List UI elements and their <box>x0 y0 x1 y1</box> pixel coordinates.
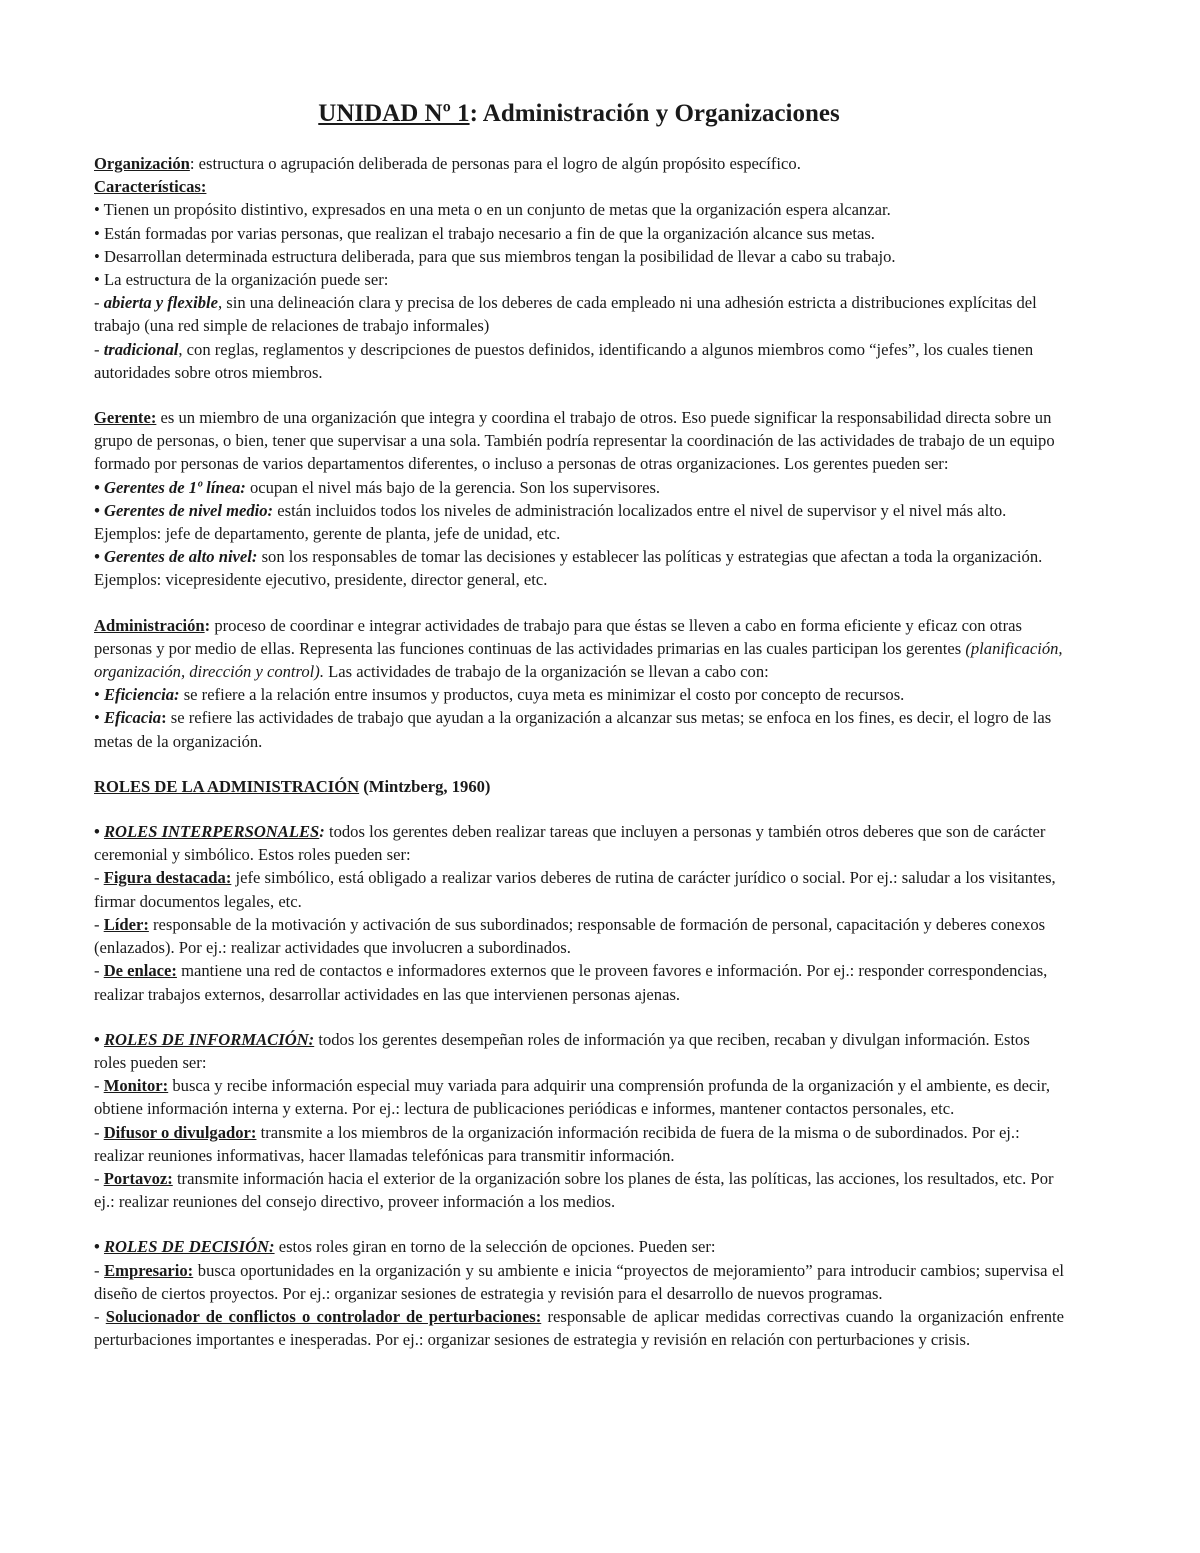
dash: - <box>94 1076 104 1096</box>
gerente-item-text: ocupan el nivel más bajo de la gerencia. Son los supervisores. <box>245 477 661 497</box>
rol-item <box>94 1074 1064 1120</box>
dash: - <box>94 1168 104 1188</box>
roles-decision-term: ROLES DE DECISIÓN: <box>103 1237 275 1257</box>
rol-term: Solucionador de conflictos o controlador de perturbaciones: <box>105 1306 542 1326</box>
administracion-functions: (planificación, organización, dirección y control). <box>94 638 1063 682</box>
roles-informacion-text: todos los gerentes desempeñan roles de información ya que reciben, recaban y divulgan información. Estos roles pueden ser: <box>94 1029 1030 1072</box>
administracion-term: Administración <box>94 615 205 635</box>
gerente-item-term: • Gerentes de nivel medio: <box>94 500 274 520</box>
caracteristica-item: • Desarrollan determinada estructura deliberada, para que sus miembros tengan la posibilidad de llevar a cabo su trabajo. <box>94 246 896 266</box>
title-rest: : Administración y Organizaciones <box>469 100 840 127</box>
rol-item <box>94 866 1064 912</box>
gerente-item-text: son los responsables de tomar las decisiones y establecer las políticas y estrategias que afectan a toda la organización. Ejemplos: vicepresidente ejecutivo, presidente, director general, etc. <box>94 547 1043 590</box>
roles-interpersonales-text: todos los gerentes deben realizar tareas que incluyen a personas y también otros deberes que son de carácter ceremonial y simbólico. Estos roles pueden ser: <box>94 822 1046 865</box>
section-administracion <box>94 614 1064 753</box>
roles-heading <box>94 775 1064 798</box>
rol-text: transmite a los miembros de la organización información recibida de fuera de la misma o de subordinados. Por ej.: realizar reuniones informativas, hacer llamadas telefónicas para transmitir información. <box>94 1122 1020 1165</box>
eficacia-term: Eficacia <box>103 708 162 728</box>
rol-item <box>94 1305 1064 1351</box>
caracteristica-item: • Están formadas por varias personas, que realizan el trabajo necesario a fin de que la organización alcance sus metas. <box>94 223 875 243</box>
bullet: • <box>94 708 104 728</box>
rol-term: Monitor: <box>103 1076 169 1096</box>
rol-text: mantiene una red de contactos e informadores externos que le proveen favores e información. Por ej.: responder correspondencias, realizar trabajos externos, desarrollar actividades en las que intervienen personas ajenas. <box>94 961 1048 1004</box>
eficacia-item <box>94 706 1064 752</box>
administracion-text-a: proceso de coordinar e integrar actividades de trabajo para que éstas se lleven a cabo en forma eficiente y eficaz con otras personas y por medio de ellas. Representa las funciones continuas de las actividades primarias en las cuales participan los gerentes <box>94 615 1022 658</box>
section-roles <box>94 775 1064 1351</box>
administracion-definition <box>94 614 1064 684</box>
dash: - <box>94 293 104 313</box>
organizacion-definition-text: : estructura o agrupación deliberada de personas para el logro de algún propósito específico. <box>189 154 801 173</box>
rol-item <box>94 1121 1064 1167</box>
rol-term: Figura destacada: <box>103 868 232 888</box>
rol-text: transmite información hacia el exterior de la organización sobre los planes de ésta, las políticas, las acciones, los resultados, etc. Por ej.: realizar reuniones del consejo directivo, proveer información a los medios. <box>94 1168 1054 1212</box>
dash: - <box>94 1122 104 1142</box>
rol-term: Líder: <box>103 914 149 934</box>
tradicional-text: , con reglas, reglamentos y descripciones de puestos definidos, identificando a algunos miembros como “jefes”, los cuales tienen autoridades sobre otros miembros. <box>94 339 1034 382</box>
rol-item <box>94 913 1064 959</box>
section-gerente <box>94 406 1064 592</box>
spacer <box>94 1213 1064 1235</box>
bullet: • <box>94 1237 104 1257</box>
rol-text: busca oportunidades en la organización y su ambiente e inicia “proyectos de mejoramiento” para introducir cambios; supervisa el diseño de ciertos proyectos. Por ej.: organizar sesiones de estrategia y revisión para el desarrollo de nuevos programas. <box>94 1260 1064 1303</box>
gerente-item <box>94 476 1064 499</box>
organizacion-term: Organización <box>94 154 190 173</box>
rol-text: responsable de aplicar medidas correctivas cuando la organización enfrente perturbaciones importantes e inesperadas. Por ej.: organizar sesiones de estrategia y revisión en relación con perturbaciones y crisis. <box>94 1306 1064 1350</box>
rol-item <box>94 1259 1064 1305</box>
rol-text: busca y recibe información especial muy variada para adquirir una comprensión profunda de la organización y el ambiente, es decir, obtiene información interna y externa. Por ej.: lectura de publicaciones periódicas e informes, mantener contactos personales, etc. <box>94 1076 1051 1119</box>
dash: - <box>94 339 104 359</box>
roles-interpersonales-term: ROLES INTERPERSONALES <box>103 822 320 842</box>
rol-term: Difusor o divulgador: <box>103 1122 257 1142</box>
gerente-item-text: están incluidos todos los niveles de administración localizados entre el nivel de supervisor y el nivel más alto. Ejemplos: jefe de departamento, gerente de planta, jefe de unidad, etc. <box>94 500 1007 544</box>
caracteristica-item: • Tienen un propósito distintivo, expresados en una meta o en un conjunto de metas que la organización espera alcanzar. <box>94 200 891 220</box>
gerente-definition <box>94 406 1064 476</box>
administracion-text-b: Las actividades de trabajo de la organización se llevan a cabo con: <box>323 662 769 682</box>
spacer <box>94 753 1064 775</box>
dash: - <box>94 1306 106 1326</box>
section-organizacion <box>94 152 1064 384</box>
bullet: • <box>94 685 104 705</box>
eficacia-colon: : <box>161 708 167 728</box>
bullet: • <box>94 822 104 842</box>
caracteristica-item: • La estructura de la organización puede ser: <box>94 270 389 290</box>
rol-text: responsable de la motivación y activación de sus subordinados; responsable de formación de personal, capacitación y deberes conexos (enlazados). Por ej.: realizar actividades que involucren a subordinados. <box>94 914 1046 958</box>
organizacion-definition <box>94 152 1064 175</box>
roles-informacion-intro <box>94 1028 1064 1074</box>
roles-heading-underlined: ROLES DE LA ADMINISTRACIÓN <box>94 776 360 796</box>
tradicional-term: tradicional <box>103 339 179 359</box>
gerente-definition-text: es un miembro de una organización que integra y coordina el trabajo de otros. Eso puede significar la responsabilidad directa sobre un grupo de personas, o bien, tener que supervisar a una sola. También podría representar la coordinación de las actividades de trabajo de un equipo formado por personas de varios departamentos diferentes, o incluso a personas de otras organizaciones. Los gerentes pueden ser: <box>94 408 1055 474</box>
roles-interpersonales-colon: : <box>319 822 325 842</box>
rol-item <box>94 1167 1064 1213</box>
administracion-colon: : <box>204 615 211 635</box>
rol-term: De enlace: <box>103 961 177 981</box>
roles-decision-text: estos roles giran en torno de la selección de opciones. Pueden ser: <box>274 1237 716 1257</box>
dash: - <box>94 961 104 981</box>
dash: - <box>94 868 104 888</box>
dash: - <box>94 1260 105 1280</box>
roles-informacion-term: ROLES DE INFORMACIÓN: <box>103 1029 315 1049</box>
eficacia-text: se refiere las actividades de trabajo que ayudan a la organización a alcanzar sus metas; se enfoca en los fines, es decir, el logro de las metas de la organización. <box>94 708 1052 751</box>
rol-text: jefe simbólico, está obligado a realizar varios deberes de rutina de carácter jurídico o social. Por ej.: saludar a los visitantes, firmar documentos legales, etc. <box>94 868 1056 911</box>
gerente-item-term: • Gerentes de 1º línea: <box>94 477 246 497</box>
spacer <box>94 1006 1064 1028</box>
page-title <box>94 96 1064 132</box>
rol-term: Portavoz: <box>103 1168 173 1188</box>
roles-decision-intro <box>94 1235 1064 1258</box>
abierta-text: , sin una delineación clara y precisa de los deberes de cada empleado ni una adhesión estricta a distribuciones explícitas del trabajo (una red simple de relaciones de trabajo informales) <box>94 293 1037 336</box>
caracteristicas-label: Características: <box>94 177 207 197</box>
abierta-term: abierta y flexible <box>103 293 218 313</box>
roles-interpersonales-intro <box>94 820 1064 866</box>
spacer <box>94 384 1064 406</box>
gerente-item <box>94 499 1064 545</box>
gerente-item <box>94 545 1064 591</box>
estructura-abierta <box>94 291 1064 337</box>
eficiencia-text: se refiere a la relación entre insumos y productos, cuya meta es minimizar el costo por concepto de recursos. <box>179 685 905 705</box>
title-unit: UNIDAD Nº 1 <box>318 100 470 127</box>
rol-term: Empresario: <box>104 1260 194 1280</box>
gerente-term: Gerente: <box>94 408 157 428</box>
eficiencia-term: Eficiencia: <box>103 685 180 705</box>
estructura-tradicional <box>94 338 1064 384</box>
roles-heading-rest: (Mintzberg, 1960) <box>359 776 491 796</box>
bullet: • <box>94 1029 104 1049</box>
spacer <box>94 798 1064 820</box>
gerente-item-term: • Gerentes de alto nivel: <box>94 547 258 567</box>
dash: - <box>94 914 104 934</box>
spacer <box>94 592 1064 614</box>
eficiencia-item <box>94 683 1064 706</box>
rol-item <box>94 959 1064 1005</box>
